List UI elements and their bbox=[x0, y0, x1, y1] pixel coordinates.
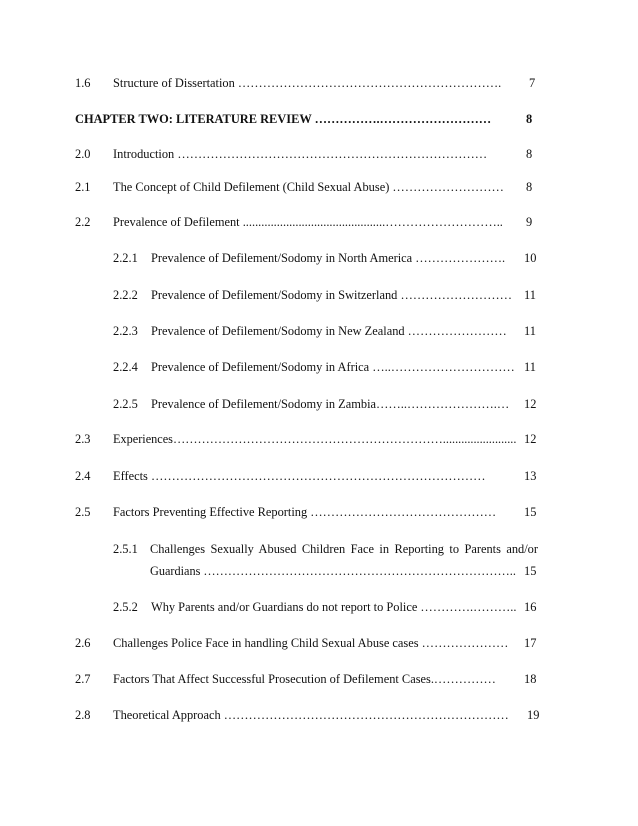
toc-page: 11 bbox=[524, 324, 536, 338]
toc-title: Prevalence of Defilement ..............................................……………………….. bbox=[113, 215, 503, 229]
toc-entry-2-2-3 bbox=[0, 320, 638, 342]
toc-number: 2.0 bbox=[75, 147, 91, 161]
toc-title: Introduction ………………………………………………………………… bbox=[113, 147, 488, 161]
toc-page: 13 bbox=[524, 469, 537, 483]
toc-page: 8 bbox=[526, 180, 533, 194]
toc-number: 1.6 bbox=[75, 76, 91, 90]
toc-page: 19 bbox=[527, 708, 540, 722]
toc-entry-2-3 bbox=[0, 428, 638, 450]
toc-page: 12 bbox=[524, 397, 537, 411]
toc-number: 2.2 bbox=[75, 215, 91, 229]
toc-title-line-1: Challenges Sexually Abused Children Face in Reporting to Parents and/or bbox=[150, 542, 538, 556]
toc-page: 8 bbox=[526, 147, 533, 161]
toc-title-line-2: Guardians ………………………………………………………………….. bbox=[150, 564, 516, 578]
toc-number: 2.5.1 bbox=[113, 542, 138, 556]
toc-number: 2.5 bbox=[75, 505, 91, 519]
toc-title: Prevalence of Defilement/Sodomy in North America …………………. bbox=[151, 251, 506, 265]
toc-entry-2-5-1 bbox=[0, 538, 638, 560]
toc-number: 2.2.1 bbox=[113, 251, 138, 265]
toc-entry-1-6 bbox=[0, 72, 638, 94]
toc-number: 2.2.2 bbox=[113, 288, 138, 302]
toc-entry-2-2-1 bbox=[0, 247, 638, 269]
toc-title: Prevalence of Defilement/Sodomy in New Zealand …………………… bbox=[151, 324, 507, 338]
toc-page: 11 bbox=[524, 288, 536, 302]
toc-title: Experiences…………………………………………………………........................ bbox=[113, 432, 517, 446]
toc-page: 7 bbox=[529, 76, 536, 90]
toc-title: Effects ……………………………………………………………………… bbox=[113, 469, 486, 483]
toc-page: 18 bbox=[524, 672, 537, 686]
toc-page: 11 bbox=[524, 360, 536, 374]
toc-number: 2.3 bbox=[75, 432, 91, 446]
toc-title: Why Parents and/or Guardians do not report to Police ………….……….. bbox=[151, 600, 517, 614]
toc-number: 2.6 bbox=[75, 636, 91, 650]
toc-entry-2-4 bbox=[0, 465, 638, 487]
toc-title: Prevalence of Defilement/Sodomy in Africa …..………………………… bbox=[151, 360, 515, 374]
toc-entry-2-5 bbox=[0, 501, 638, 523]
toc-number: 2.5.2 bbox=[113, 600, 138, 614]
toc-title: Structure of Dissertation ………………………………………………………. bbox=[113, 76, 502, 90]
toc-number: 2.2.3 bbox=[113, 324, 138, 338]
toc-page: 10 bbox=[524, 251, 537, 265]
toc-title: Theoretical Approach …………………………………………………………… bbox=[113, 708, 509, 722]
toc-entry-2-0 bbox=[0, 143, 638, 165]
toc-entry-2-2-5 bbox=[0, 393, 638, 415]
toc-entry-2-6 bbox=[0, 632, 638, 654]
toc-chapter-title: CHAPTER TWO: LITERATURE REVIEW …………….……………………… bbox=[75, 112, 492, 126]
toc-title: Factors Preventing Effective Reporting ……………………………………… bbox=[113, 505, 497, 519]
toc-entry-2-5-1-continued bbox=[0, 560, 638, 582]
toc-entry-2-5-2 bbox=[0, 596, 638, 618]
toc-title: Challenges Police Face in handling Child Sexual Abuse cases ………………… bbox=[113, 636, 509, 650]
toc-number: 2.8 bbox=[75, 708, 91, 722]
toc-number: 2.2.5 bbox=[113, 397, 138, 411]
toc-entry-2-8 bbox=[0, 704, 638, 726]
toc-page: 9 bbox=[526, 215, 533, 229]
toc-page: 17 bbox=[524, 636, 537, 650]
toc-entry-2-2-4 bbox=[0, 356, 638, 378]
toc-title: Factors That Affect Successful Prosecution of Defilement Cases.…………… bbox=[113, 672, 496, 686]
toc-number: 2.2.4 bbox=[113, 360, 138, 374]
toc-number: 2.1 bbox=[75, 180, 91, 194]
toc-number: 2.7 bbox=[75, 672, 91, 686]
toc-page: 16 bbox=[524, 600, 537, 614]
toc-entry-2-2 bbox=[0, 211, 638, 233]
toc-page: 8 bbox=[526, 112, 533, 126]
toc-number: 2.4 bbox=[75, 469, 91, 483]
toc-entry-2-7 bbox=[0, 668, 638, 690]
toc-title: The Concept of Child Defilement (Child Sexual Abuse) ……………………… bbox=[113, 180, 504, 194]
toc-page: 15 bbox=[524, 564, 537, 578]
toc-entry-2-2-2 bbox=[0, 284, 638, 306]
toc-entry-chapter-two bbox=[0, 108, 638, 130]
toc-page: 12 bbox=[524, 432, 537, 446]
toc-page: 15 bbox=[524, 505, 537, 519]
toc-title: Prevalence of Defilement/Sodomy in Zambia……..………………….… bbox=[151, 397, 510, 411]
toc-entry-2-1 bbox=[0, 176, 638, 198]
toc-title: Prevalence of Defilement/Sodomy in Switzerland ……………………… bbox=[151, 288, 512, 302]
